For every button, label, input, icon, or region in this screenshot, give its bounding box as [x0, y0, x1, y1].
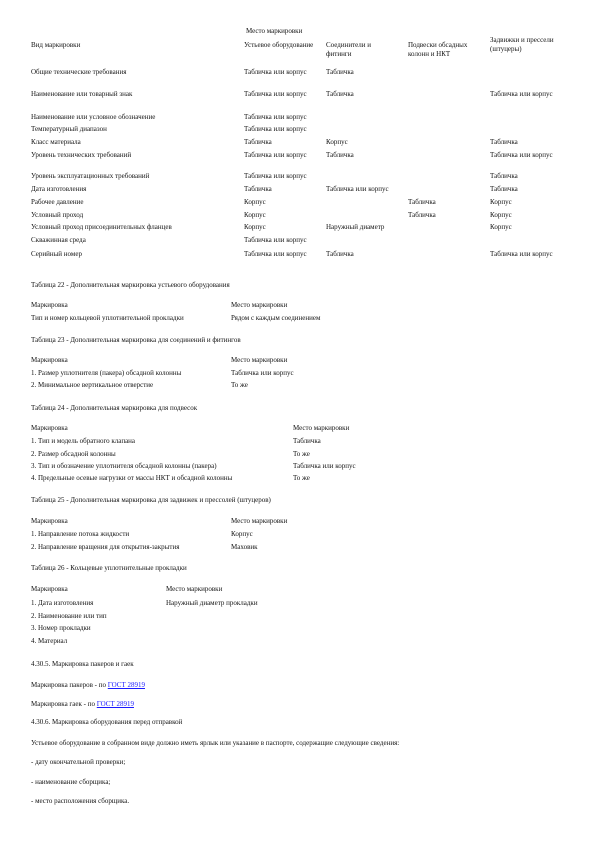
main-row-cell: Табличка или корпус [244, 172, 307, 180]
main-row-cell: Табличка [490, 138, 518, 146]
t23-caption: Таблица 23 - Дополнительная маркировка для соединений и фитингов [31, 336, 241, 344]
main-row-cell: Корпус [244, 211, 266, 219]
t23-header-place: Место маркировки [231, 356, 288, 364]
t24-row-3-place: Табличка или корпус [293, 462, 356, 470]
main-row-cell: Табличка или корпус [244, 68, 307, 76]
main-row-label: Рабочее давление [31, 198, 84, 206]
place-group-header: Место маркировки [246, 27, 303, 35]
main-row-label: Наименование или условное обозначение [31, 113, 156, 121]
section-4-30-5-heading: 4.30.5. Маркировка пакеров и гаек [31, 660, 134, 668]
main-row-label: Общие технические требования [31, 68, 127, 76]
t24-header-place: Место маркировки [293, 424, 350, 432]
t25-header-place: Место маркировки [231, 517, 288, 525]
nuts-gost-link[interactable]: ГОСТ 28919 [96, 700, 134, 708]
t25-row-2-marking: 2. Направление вращения для открытия-закрытия [31, 543, 180, 551]
main-row-cell: Корпус [244, 198, 266, 206]
main-row-cell: Табличка или корпус [244, 90, 307, 98]
main-row-cell: Табличка или корпус [244, 151, 307, 159]
col-header-type: Вид маркировки [31, 41, 81, 49]
main-row-cell: Табличка или корпус [490, 250, 553, 258]
main-row-label: Наименование или товарный знак [31, 90, 133, 98]
bullet-2: - наименование сборщика; [31, 778, 111, 786]
t22-caption: Таблица 22 - Дополнительная маркировка устьевого оборудования [31, 281, 230, 289]
main-row-cell: Табличка или корпус [490, 90, 553, 98]
t24-row-1-place: Табличка [293, 437, 321, 445]
t24-row-4-place: То же [293, 474, 310, 482]
t25-header-marking: Маркировка [31, 517, 68, 525]
t26-header-marking: Маркировка [31, 585, 68, 593]
t23-row-1-place: Табличка или корпус [231, 369, 294, 377]
bullet-1: - дату окончательной проверки; [31, 758, 126, 766]
t24-row-3-marking: 3. Тип и обозначение уплотнителя обсадной колонны (пакера) [31, 462, 217, 470]
t23-row-1-marking: 1. Размер уплотнителя (пакера) обсадной колонны [31, 369, 182, 377]
col-header-valves: Задвижки и прессели (штуцеры) [490, 36, 554, 53]
t23-header-marking: Маркировка [31, 356, 68, 364]
t22-row-1-place: Рядом с каждым соединением [231, 314, 321, 322]
t26-row-2-marking: 2. Наименование или тип [31, 612, 107, 620]
main-row-cell: Табличка [408, 198, 436, 206]
main-row-cell: Табличка [326, 90, 354, 98]
t25-row-1-place: Корпус [231, 530, 253, 538]
main-row-cell: Табличка [490, 172, 518, 180]
col-header-connectors: Соединители и фитинги [326, 41, 371, 58]
t26-row-1-marking: 1. Дата изготовления [31, 599, 94, 607]
main-row-cell: Корпус [490, 198, 512, 206]
t26-row-4-marking: 4. Материал [31, 637, 68, 645]
t24-row-1-marking: 1. Тип и модель обратного клапана [31, 437, 136, 445]
t24-header-marking: Маркировка [31, 424, 68, 432]
t24-row-2-place: То же [293, 450, 310, 458]
main-row-label: Дата изготовления [31, 185, 87, 193]
main-row-cell: Табличка [408, 211, 436, 219]
main-row-cell: Табличка или корпус [244, 113, 307, 121]
main-row-cell: Табличка или корпус [244, 250, 307, 258]
main-row-label: Скважинная среда [31, 236, 86, 244]
t26-row-3-marking: 3. Номер прокладки [31, 624, 91, 632]
col-header-hangers: Подвески обсадных колонн и НКТ [408, 41, 468, 58]
t24-caption: Таблица 24 - Дополнительная маркировка для подвесок [31, 404, 198, 412]
t23-row-2-marking: 2. Минимальное вертикальное отверстие [31, 381, 154, 389]
section-4-30-6-heading: 4.30.6. Маркировка оборудования перед отправкой [31, 718, 183, 726]
main-row-cell: Корпус [490, 211, 512, 219]
main-row-cell: Наружный диаметр [326, 223, 385, 231]
main-row-label: Серийный номер [31, 250, 82, 258]
packers-gost-link[interactable]: ГОСТ 28919 [107, 681, 145, 689]
main-row-label: Уровень технических требований [31, 151, 132, 159]
main-row-cell: Корпус [490, 223, 512, 231]
t22-row-1-marking: Тип и номер кольцевой уплотнительной прокладки [31, 314, 184, 322]
main-row-label: Условный проход [31, 211, 84, 219]
t24-row-2-marking: 2. Размер обсадной колонны [31, 450, 116, 458]
main-row-cell: Табличка или корпус [244, 236, 307, 244]
t26-header-place: Место маркировки [166, 585, 223, 593]
main-row-cell: Табличка [326, 151, 354, 159]
t24-row-4-marking: 4. Предельные осевые нагрузки от массы НКТ и обсадной колонны [31, 474, 233, 482]
t22-header-marking: Маркировка [31, 301, 68, 309]
main-row-cell: Табличка или корпус [244, 125, 307, 133]
t22-header-place: Место маркировки [231, 301, 288, 309]
t26-row-1-place: Наружный диаметр прокладки [166, 599, 258, 607]
nuts-prefix: Маркировка гаек - по [31, 700, 97, 708]
t25-row-2-place: Маховик [231, 543, 258, 551]
packers-line [31, 681, 145, 690]
main-row-cell: Корпус [244, 223, 266, 231]
main-row-label: Уровень эксплуатационных требований [31, 172, 150, 180]
main-row-cell: Табличка [244, 138, 272, 146]
main-row-cell: Табличка [490, 185, 518, 193]
main-row-cell: Табличка [326, 68, 354, 76]
main-row-cell: Табличка или корпус [490, 151, 553, 159]
t25-caption: Таблица 25 - Дополнительная маркировка для задвижек и прессолей (штуцеров) [31, 496, 271, 504]
t26-caption: Таблица 26 - Кольцевые уплотнительные прокладки [31, 564, 187, 572]
assembly-paragraph: Устьевое оборудование в собранном виде должно иметь ярлык или указание в паспорте, содержащие следующие сведения: [31, 739, 400, 747]
packers-prefix: Маркировка пакеров - по [31, 681, 108, 689]
main-row-cell: Корпус [326, 138, 348, 146]
main-row-label: Условный проход присоединительных фланцев [31, 223, 172, 231]
main-row-cell: Табличка [326, 250, 354, 258]
t25-row-1-marking: 1. Направление потока жидкости [31, 530, 130, 538]
t23-row-2-place: То же [231, 381, 248, 389]
main-row-label: Температурный диапазон [31, 125, 107, 133]
bullet-3: - место расположения сборщика. [31, 797, 130, 805]
main-row-cell: Табличка или корпус [326, 185, 389, 193]
nuts-line [31, 700, 134, 709]
main-row-cell: Табличка [244, 185, 272, 193]
col-header-wellhead: Устьевое оборудование [244, 41, 314, 49]
main-row-label: Класс материала [31, 138, 81, 146]
